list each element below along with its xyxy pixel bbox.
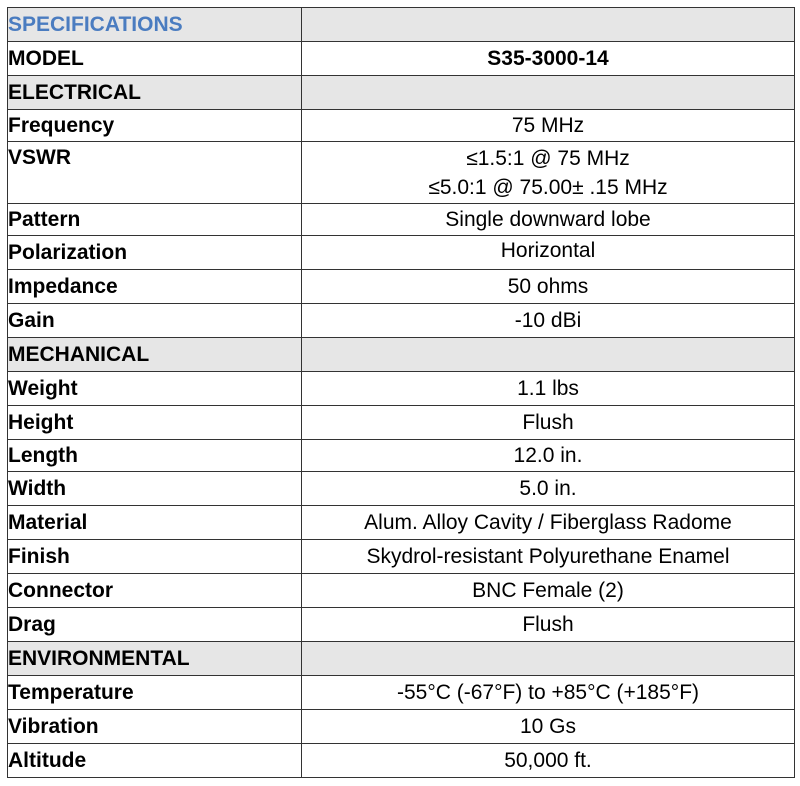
spec-row-length [8, 440, 795, 472]
spec-row-temperature [8, 676, 795, 710]
spec-row-polarization [8, 236, 795, 270]
spec-label: Impedance [8, 270, 302, 304]
section-filler-cell [302, 338, 795, 372]
spec-label: Finish [8, 540, 302, 574]
specifications-table [7, 7, 795, 778]
spec-label: Length [8, 440, 302, 472]
title-filler-cell [302, 8, 795, 42]
spec-label: Material [8, 506, 302, 540]
spec-label: Connector [8, 574, 302, 608]
spec-value: -55°C (-67°F) to +85°C (+185°F) [302, 676, 795, 710]
spec-label: Height [8, 406, 302, 440]
table-title: SPECIFICATIONS [8, 8, 302, 42]
spec-row-vswr [8, 142, 795, 204]
spec-row-gain [8, 304, 795, 338]
section-electrical [8, 76, 795, 110]
section-heading-mechanical: MECHANICAL [8, 338, 302, 372]
spec-value: 5.0 in. [302, 472, 795, 506]
title-row [8, 8, 795, 42]
spec-label: Weight [8, 372, 302, 406]
spec-value: 12.0 in. [302, 440, 795, 472]
spec-row-height [8, 406, 795, 440]
spec-value: 10 Gs [302, 710, 795, 744]
spec-row-impedance [8, 270, 795, 304]
model-label: MODEL [8, 42, 302, 76]
section-filler-cell [302, 76, 795, 110]
spec-label: Frequency [8, 110, 302, 142]
spec-value: 50,000 ft. [302, 744, 795, 778]
spec-row-width [8, 472, 795, 506]
spec-value: 1.1 lbs [302, 372, 795, 406]
spec-label: Vibration [8, 710, 302, 744]
spec-label: VSWR [8, 142, 302, 204]
spec-value: BNC Female (2) [302, 574, 795, 608]
section-heading-environmental: ENVIRONMENTAL [8, 642, 302, 676]
spec-value: 75 MHz [302, 110, 795, 142]
vswr-value-line-2: ≤5.0:1 @ 75.00± .15 MHz [428, 175, 668, 199]
spec-row-frequency [8, 110, 795, 142]
spec-value: Flush [302, 608, 795, 642]
vswr-value-line-1: ≤1.5:1 @ 75 MHz [466, 146, 630, 170]
spec-label: Pattern [8, 204, 302, 236]
spec-label: Temperature [8, 676, 302, 710]
spec-label: Drag [8, 608, 302, 642]
spec-value-vswr [302, 142, 795, 204]
spec-row-drag [8, 608, 795, 642]
section-environmental [8, 642, 795, 676]
spec-row-altitude [8, 744, 795, 778]
section-filler-cell [302, 642, 795, 676]
model-row [8, 42, 795, 76]
spec-value: Horizontal [302, 236, 795, 270]
model-value: S35-3000-14 [302, 42, 795, 76]
section-mechanical [8, 338, 795, 372]
spec-value: -10 dBi [302, 304, 795, 338]
section-heading-electrical: ELECTRICAL [8, 76, 302, 110]
spec-row-pattern [8, 204, 795, 236]
spec-label: Width [8, 472, 302, 506]
spec-row-finish [8, 540, 795, 574]
spec-row-material [8, 506, 795, 540]
spec-row-weight [8, 372, 795, 406]
spec-value: Single downward lobe [302, 204, 795, 236]
spec-value: 50 ohms [302, 270, 795, 304]
spec-row-connector [8, 574, 795, 608]
spec-value: Skydrol-resistant Polyurethane Enamel [302, 540, 795, 574]
spec-value: Flush [302, 406, 795, 440]
spec-row-vibration [8, 710, 795, 744]
spec-label: Gain [8, 304, 302, 338]
spec-label: Altitude [8, 744, 302, 778]
spec-label: Polarization [8, 236, 302, 270]
spec-value: Alum. Alloy Cavity / Fiberglass Radome [302, 506, 795, 540]
